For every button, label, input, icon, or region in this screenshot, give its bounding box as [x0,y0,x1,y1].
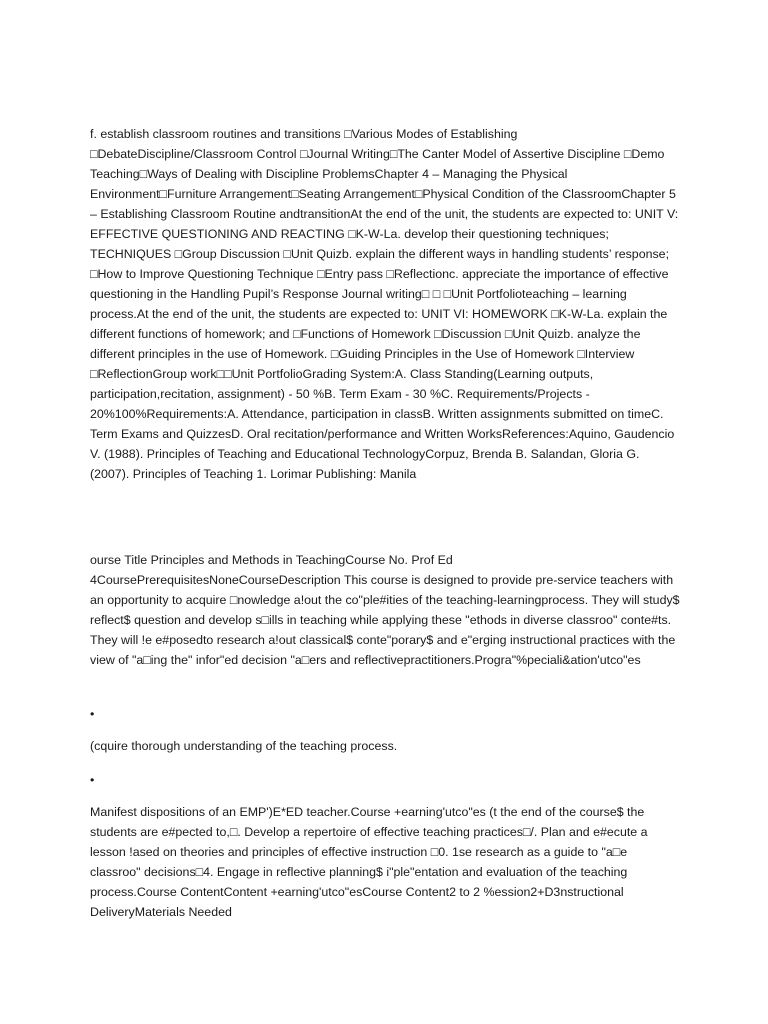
body-paragraph: f. establish classroom routines and transitions □Various Modes of Establishing □DebateDiscipline/Classroom Control □Journal Writing□The Canter Model of Assertive Discipline □Demo Teaching□Ways of Dealing with Discipline ProblemsChapter 4 – Managing the Physical Environment□Furniture Arrangement□Seating Arrangement□Physical Condition of the ClassroomChapter 5 – Establishing Classroom Routine andtransitionAt the end of the unit, the students are expected to: UNIT V: EFFECTIVE QUESTIONING AND REACTING □K-W-La. develop their questioning techniques; TECHNIQUES □Group Discussion □Unit Quizb. explain the different ways in handling students’ response; □How to Improve Questioning Technique □Entry pass □Reflectionc. appreciate the importance of effective questioning in the Handling Pupil’s Response Journal writing□ □ □Unit Portfolioteaching – learning process.At the end of the unit, the students are expected to: UNIT VI: HOMEWORK □K-W-La. explain the different functions of homework; and □Functions of Homework □Discussion □Unit Quizb. analyze the different principles in the use of Homework. □Guiding Principles in the Use of Homework □Interview □ReflectionGroup work□□Unit PortfolioGrading System:A. Class Standing(Learning outputs, participation,recitation, assignment) - 50 %B. Term Exam - 30 %C. Requirements/Projects - 20%100%Requirements:A. Attendance, participation in classB. Written assignments submitted on timeC. Term Exams and QuizzesD. Oral recitation/performance and Written WorksReferences:Aquino, Gaudencio V. (1988). Principles of Teaching and Educational TechnologyCorpuz, Brenda B. Salandan, Gloria G. (2007). Principles of Teaching 1. Lorimar Publishing: Manila [90,127,679,481]
bullet-marker: • [90,773,95,787]
course-description-paragraph: ourse Title Principles and Methods in TeachingCourse No. Prof Ed 4CoursePrerequisitesNoneCourseDescription This course is designed to provide pre-service teachers with an opportunity to acquire □nowledge a!out the co"ple#ities of the teaching-learningprocess. They will study$ reflect$ question and develop s□ills in teaching while applying these "ethods in diverse classroo" conte#ts. They will !e e#posedto research a!out classical$ conte"porary$ and e"erging instructional practices with the view of "a□ing the" infor"ed decision "a□ers and reflectivepractitioners.Progra"%peciali&ation'utco"es [90,553,680,667]
learning-outcomes-paragraph: Manifest dispositions of an EMP')E*ED teacher.Course +earning'utco"es (t the end of the course$ the students are e#pected to,□. Develop a repertoire of effective teaching practices□/. Plan and e#ecute a lesson !ased on theories and principles of effective instruction □0. 1se research as a guide to "a□e classroo" decisions□4. Engage in reflective planning$ i"ple"entation and evaluation of the teaching process.Course ContentContent +earning'utco"esCourse Content2 to 2 %ession2+D3nstructional DeliveryMaterials Needed [90,805,648,919]
bullet-marker: • [90,707,95,721]
outcome-paragraph: (cquire thorough understanding of the teaching process. [90,739,398,753]
